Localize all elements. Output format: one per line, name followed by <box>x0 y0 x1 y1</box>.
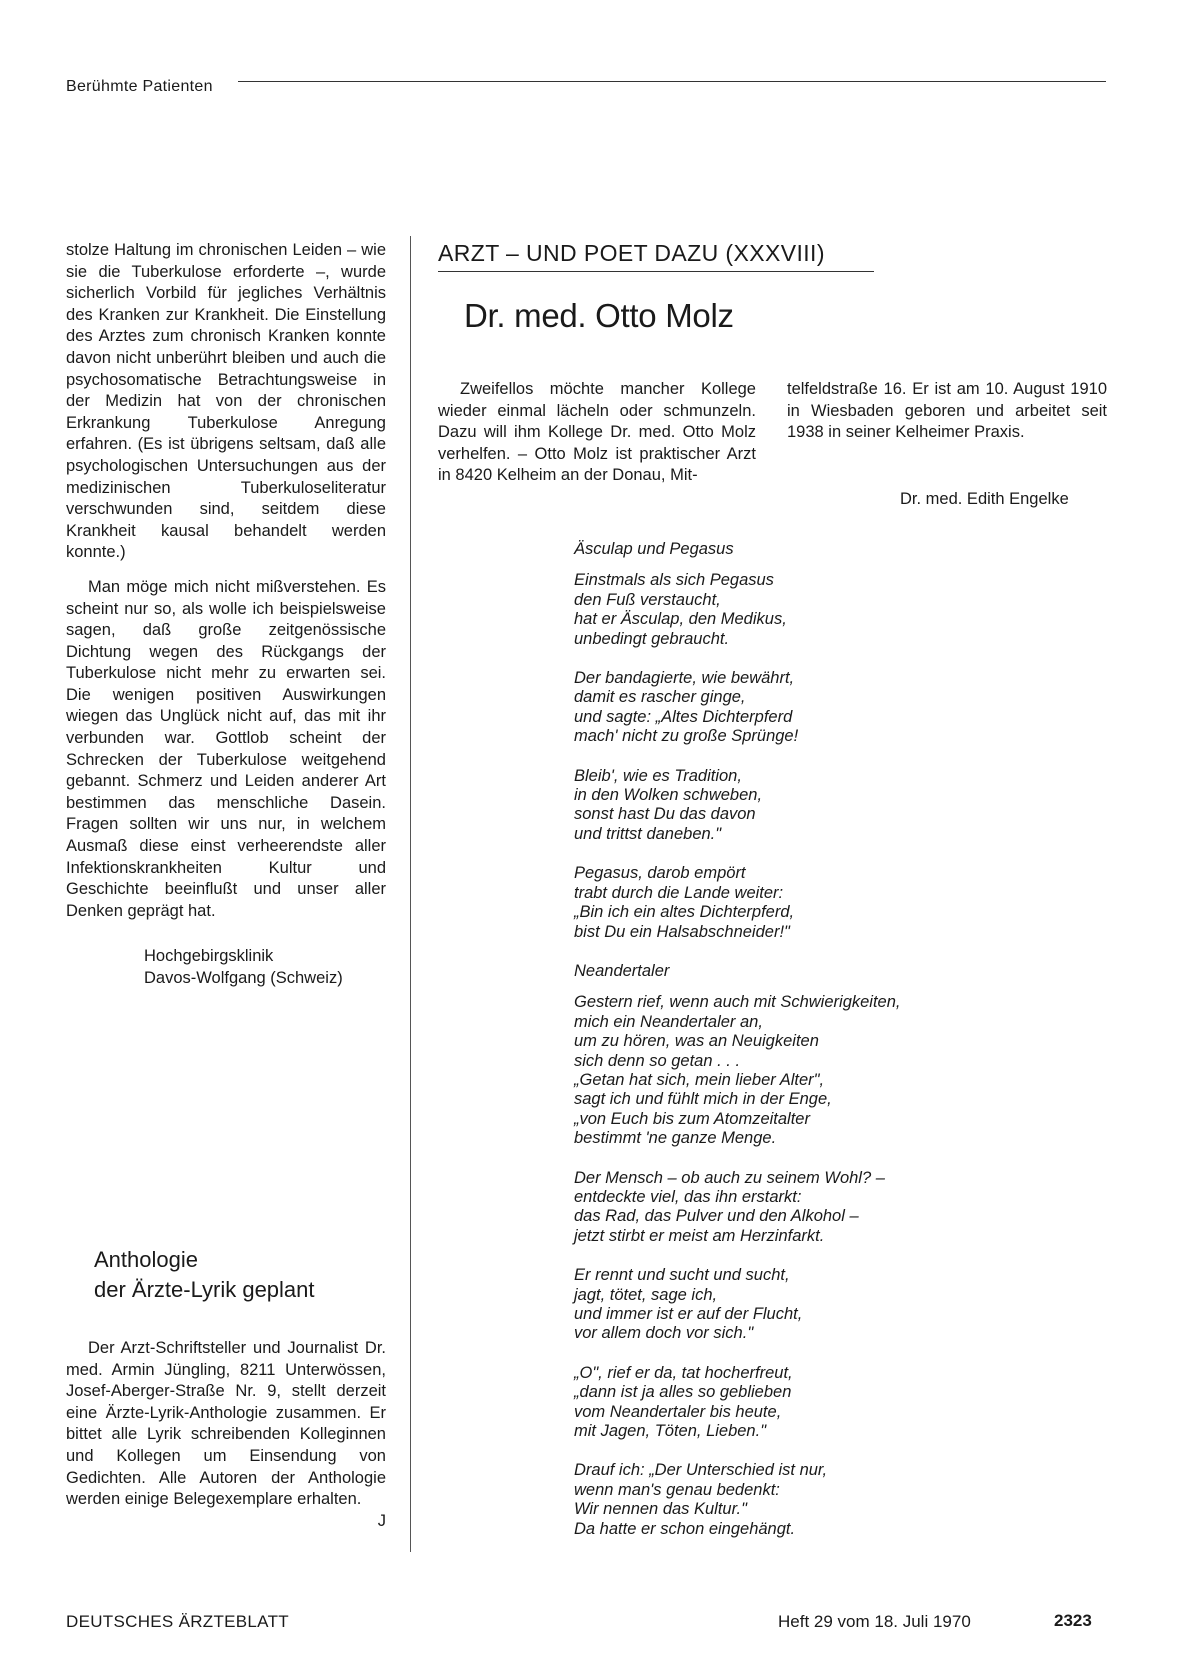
poem-stanza <box>574 1266 1054 1344</box>
poem-line: „O", rief er da, tat hocherfreut, <box>574 1363 793 1382</box>
poem-stanza <box>574 767 1054 845</box>
anthology-heading-line-2: der Ärzte-Lyrik geplant <box>94 1277 315 1302</box>
poem-line: um zu hören, was an Neuigkeiten <box>574 1032 819 1051</box>
poem-title: Äsculap und Pegasus <box>574 540 734 558</box>
poem-line: vom Neandertaler bis heute, <box>574 1402 782 1421</box>
poem-line: jetzt stirbt er meist am Herzinfarkt. <box>574 1226 825 1245</box>
poem-line: sagt ich und fühlt mich in der Enge, <box>574 1090 832 1109</box>
intro-text-1: Zweifellos möchte mancher Kollege wieder einmal lächeln oder schmunzeln. Dazu will ihm Kollege Dr. med. Otto Molz verhelfen. – Otto Molz ist praktischer Arzt in 8420 Kelheim an der Donau, Mit- <box>438 380 756 485</box>
intro-text-2: telfeldstraße 16. Er ist am 10. August 1910 in Wiesbaden geboren und arbeitet seit 1938 in seiner Kelheimer Praxis. <box>787 380 1107 442</box>
poem-line: sonst hast Du das davon <box>574 805 756 824</box>
page-number: 2323 <box>1054 1611 1092 1630</box>
poem-line: mich ein Neandertaler an, <box>574 1012 763 1031</box>
poem-line: Wir nennen das Kultur." <box>574 1500 747 1519</box>
series-rule <box>438 271 874 272</box>
poem-line: und trittst daneben." <box>574 824 722 843</box>
footer-issue: Heft 29 vom 18. Juli 1970 <box>778 1612 971 1631</box>
intro-column-2 <box>787 379 1107 444</box>
poem-line: Da hatte er schon eingehängt. <box>574 1519 796 1538</box>
poem-stanza <box>574 571 1054 649</box>
poem-line: mach' nicht zu große Sprünge! <box>574 727 799 746</box>
signature <box>144 946 386 989</box>
signature-line-2: Davos-Wolfgang (Schweiz) <box>144 969 343 987</box>
poem-line: entdeckte viel, das ihn erstarkt: <box>574 1187 802 1206</box>
poem-line: „Getan hat sich, mein lieber Alter", <box>574 1070 825 1089</box>
poem-stanza <box>574 864 1054 942</box>
left-paragraph-2: Man möge mich nicht mißverstehen. Es scheint nur so, als wolle ich beispielsweise sagen, daß große zeitgenössische Dichtung wegen des Rückgangs der Tuberkulose nicht mehr zu erwarten sei. Die wenigen positiven Auswirkungen wiegen das Unglück nicht auf, das mit ihr verbunden war. Gottlob scheint der Schrecken der Tuberkulose weitgehend gebannt. Schmerz und Leiden anderer Art bestimmen das menschliche Dasein. Fragen sollten wir uns nur, in welchem Ausmaß diese einst verheerendste aller Infektionskrankheiten Kultur und Geschichte beeinflußt und unser aller Denken geprägt hat. <box>66 577 386 920</box>
poem-stanza <box>574 1461 1054 1539</box>
author-name: Dr. med. Edith Engelke <box>900 490 1069 508</box>
left-column <box>66 240 386 990</box>
section-title: Berühmte Patienten <box>66 78 213 95</box>
poem-stanza <box>574 1169 1054 1247</box>
poem-line: bist Du ein Halsabschneider!" <box>574 922 790 941</box>
intro-column-1 <box>438 379 756 487</box>
poem-line: wenn man's genau bedenkt: <box>574 1480 780 1499</box>
poem-line: Er rennt und sucht und sucht, <box>574 1266 790 1285</box>
poem-line: sich denn so getan . . . <box>574 1051 741 1070</box>
poem-line: bestimmt 'ne ganze Menge. <box>574 1129 777 1148</box>
poems <box>574 540 1054 1559</box>
poem-line: jagt, tötet, sage ich, <box>574 1285 718 1304</box>
series-title: ARZT – UND POET DAZU (XXXVIII) <box>438 240 825 266</box>
poem-stanza <box>574 993 1054 1148</box>
poem-line: Bleib', wie es Tradition, <box>574 766 742 785</box>
anthology-initial: J <box>377 1511 386 1530</box>
poem-line: und sagte: „Altes Dichterpferd <box>574 707 793 726</box>
poem-line: „dann ist ja alles so geblieben <box>574 1383 792 1402</box>
poem-line: Der Mensch – ob auch zu seinem Wohl? – <box>574 1168 885 1187</box>
header-rule <box>238 81 1106 82</box>
poem-line: Pegasus, darob empört <box>574 864 746 883</box>
poem-line: „Bin ich ein altes Dichterpferd, <box>574 903 795 922</box>
signature-line-1: Hochgebirgsklinik <box>144 947 274 966</box>
running-header <box>66 78 1106 102</box>
anthology-heading-line-1: Anthologie <box>94 1247 198 1272</box>
anthology-notice <box>66 1338 386 1532</box>
poem-line: Der bandagierte, wie bewährt, <box>574 669 795 688</box>
anthology-body-text: Der Arzt-Schriftsteller und Journalist Dr. med. Armin Jüngling, 8211 Unterwössen, Josef-Aberger-Straße Nr. 9, stellt derzeit eine Ärzte-Lyrik-Anthologie zusammen. Er bittet alle Lyrik schreibenden Kolleginnen und Kollegen um Einsendung von Gedichten. Alle Autoren der Anthologie werden einige Belegexemplare erhalten. <box>66 1339 386 1509</box>
left-paragraph-1: stolze Haltung im chronischen Leiden – wie sie die Tuberkulose erforderte –, wurde sicherlich Vorbild für jegliches Verhältnis des Kranken zur Krankheit. Die Einstellung des Arztes zum chronisch Kranken konnte davon nicht unberührt bleiben und auch die psychosomatische Betrachtungsweise in der Medizin hat von der chronischen Erkrankung Tuberkulose Anregung erfahren. (Es ist übrigens seltsam, daß alle psychologischen Untersuchungen aus der medizinischen Tuberkuloseliteratur verschwunden sind, seitdem diese Krankheit kausal behandelt werden konnte.) <box>66 241 386 562</box>
poem-line: das Rad, das Pulver und den Alkohol – <box>574 1207 859 1226</box>
poem-line: in den Wolken schweben, <box>574 786 763 805</box>
poem-line: und immer ist er auf der Flucht, <box>574 1305 803 1323</box>
footer-journal: DEUTSCHES ÄRZTEBLATT <box>66 1612 289 1631</box>
poem-line: mit Jagen, Töten, Lieben." <box>574 1422 767 1441</box>
poem-line: hat er Äsculap, den Medikus, <box>574 610 787 629</box>
poem-line: Einstmals als sich Pegasus <box>574 571 774 590</box>
poem-line: unbedingt gebraucht. <box>574 629 730 648</box>
poem-stanza <box>574 669 1054 747</box>
column-divider <box>410 236 411 1552</box>
poem-line: vor allem doch vor sich." <box>574 1324 754 1343</box>
poem-stanza <box>574 1364 1054 1442</box>
poem-line: trabt durch die Lande weiter: <box>574 883 784 902</box>
poem-line: Gestern rief, wenn auch mit Schwierigkeiten, <box>574 993 901 1012</box>
anthology-heading <box>94 1245 394 1305</box>
poem-line: „von Euch bis zum Atomzeitalter <box>574 1109 810 1128</box>
poem-line: den Fuß verstaucht, <box>574 590 721 609</box>
poem-title: Neandertaler <box>574 961 670 980</box>
poem-line: Drauf ich: „Der Unterschied ist nur, <box>574 1461 828 1480</box>
article-title: Dr. med. Otto Molz <box>464 297 734 334</box>
poem-line: damit es rascher ginge, <box>574 688 746 707</box>
